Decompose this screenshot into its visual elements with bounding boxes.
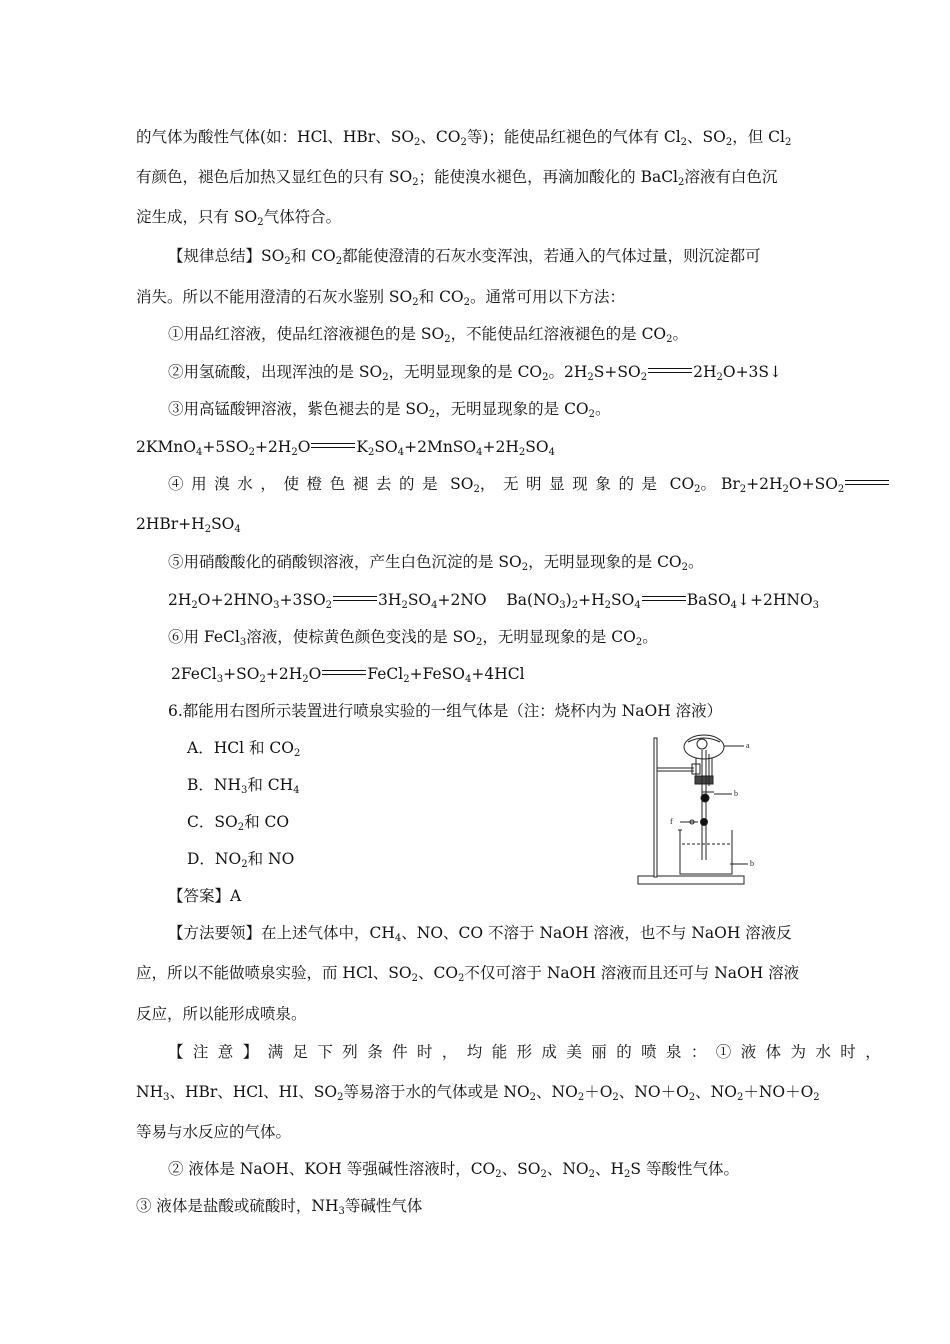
equation-3: $2KMnO_4+5SO_2+2H_2O$ $K_2SO_4+2MnSO_4+2H_2SO_4$ — [136, 438, 555, 458]
fountain-apparatus-figure — [632, 732, 822, 892]
method-6: ⑥用 FeCl$_3$溶液，使棕黄色颜色变浅的是 $SO_2$，无明显现象的是 $CO_2$。 — [168, 628, 658, 648]
note-heading: 【注意】满足下列条件时，均能形成美丽的喷泉：①液体为水时， — [168, 1043, 891, 1061]
text-line: 淀生成，只有 $SO_2$气体符合。 — [136, 208, 342, 228]
equals-sign — [311, 443, 355, 448]
text-line: 的气体为酸性气体(如：HCl、HBr、$SO_2$、$CO_2$等)；能使品红褪色的气体有 $Cl_2$、$SO_2$，但 $Cl_2$ — [136, 128, 792, 148]
text-line: ③ 液体是盐酸或硫酸时，$NH_3$等碱性气体 — [136, 1197, 423, 1217]
label-b2: b — [750, 859, 754, 868]
question-6: 6.都能用右图所示装置进行喷泉实验的一组气体是（注：烧杯内为 NaOH 溶液） — [168, 702, 723, 720]
text-line: 等易与水反应的气体。 — [136, 1123, 292, 1141]
method-3: ③用高锰酸钾溶液，紫色褪去的是 $SO_2$，无明显现象的是 $CO_2$。 — [168, 400, 611, 420]
text-line: 应，所以不能做喷泉实验，而 HCl、$SO_2$、$CO_2$不仅可溶于 NaOH 溶液而且还可与 NaOH 溶液 — [136, 964, 800, 984]
option-b: B．$NH_3$和 $CH_4$ — [187, 776, 300, 796]
equals-sign — [642, 596, 686, 601]
equation-4: $2HBr+H_2SO_4$ — [136, 515, 241, 535]
equation-6: $2FeCl_3+SO_2+2H_2O$ FeCl$_2$+FeSO$_4$+4HCl — [171, 665, 525, 685]
equals-sign — [648, 368, 692, 373]
method-5: ⑤用硝酸酸化的硝酸钡溶液，产生白色沉淀的是 $SO_2$，无明显现象的是 $CO_2$。 — [168, 553, 704, 573]
method-1: ①用品红溶液，使品红溶液褪色的是 $SO_2$，不能使品红溶液褪色的是 $CO_2$。 — [168, 325, 689, 345]
label-f: f — [670, 817, 673, 826]
answer: 【答案】A — [168, 887, 242, 905]
text-line: $NH_3$、HBr、HCl、HI、$SO_2$等易溶于水的气体或是 $NO_2$、$NO_2+O_2$、$NO+O_2$、$NO_2+NO+O_2$ — [136, 1083, 820, 1103]
method-2: ②用氢硫酸，出现浑浊的是 $SO_2$，无明显现象的是 $CO_2$。$2H_2S+SO_2$ $2H_2O+3S↓$ — [168, 363, 783, 383]
text-line: 消失。所以不能用澄清的石灰水鉴别 $SO_2$和 $CO_2$。通常可用以下方法： — [136, 288, 626, 308]
label-a: a — [746, 741, 750, 750]
option-d: D．$NO_2$和 NO — [187, 850, 295, 870]
option-a: A．HCl 和 $CO_2$ — [187, 739, 301, 759]
label-b: b — [734, 789, 738, 798]
text-line: 反应，所以能形成喷泉。 — [136, 1005, 307, 1023]
method-heading: 【方法要领】在上述气体中，$CH_4$、NO、CO 不溶于 NaOH 溶液，也不与 NaOH 溶液反 — [168, 924, 792, 944]
equals-sign — [845, 480, 889, 485]
text-line: ② 液体是 NaOH、KOH 等强碱性溶液时，$CO_2$、$SO_2$、$NO_2$、$H_2S$ 等酸性气体。 — [168, 1160, 739, 1180]
option-c: C．$SO_2$和 CO — [187, 813, 290, 833]
equation-5: $2H_2O+2HNO_3+3SO_2$ $3H_2SO_4+2NO$ $Ba(NO_3)_2+H_2SO_4$ $BaSO_4↓+2HNO_3$ — [168, 591, 820, 611]
equals-sign — [322, 670, 366, 675]
method-4: ④用溴水，使橙色褪去的是 $SO_2$，无明显现象的是 $CO_2$。 $Br_2+2H_2O+SO_2$ — [168, 473, 890, 495]
equals-sign — [333, 596, 377, 601]
text-line: 有颜色，褪色后加热又显红色的只有 $SO_2$；能使溴水褪色，再滴加酸化的 BaCl$_2$溶液有白色沉 — [136, 168, 778, 188]
rule-summary-heading: 【规律总结】$SO_2$和 $CO_2$都能使澄清的石灰水变浑浊，若通入的气体过量，则沉淀都可 — [168, 247, 761, 267]
